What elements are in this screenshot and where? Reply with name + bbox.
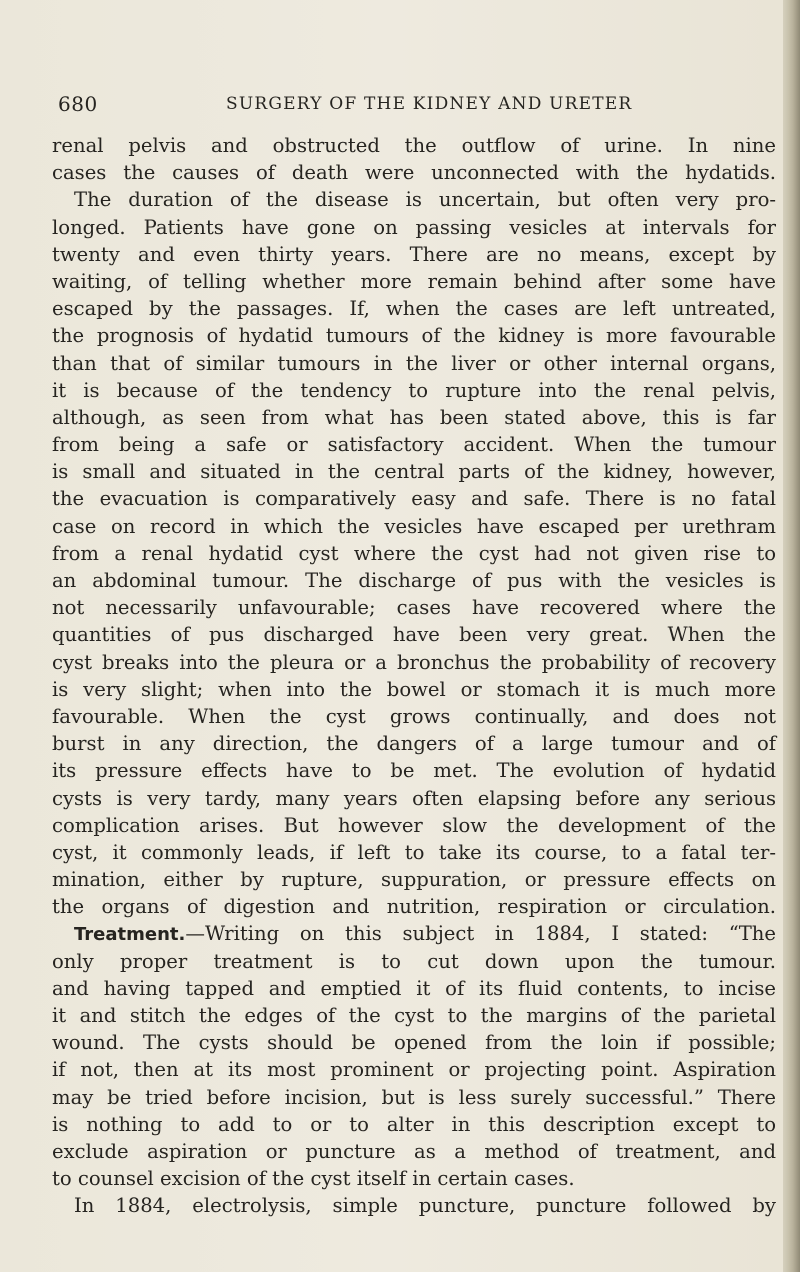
text-line: is nothing to add to or to alter in this description except to xyxy=(52,1112,776,1136)
text-line: and having tapped and emptied it of its fluid contents, to incise xyxy=(52,976,776,1000)
text-line: escaped by the passages. If, when the cases are left untreated, xyxy=(52,297,776,321)
text-line: renal pelvis and obstructed the outflow of urine. In nine xyxy=(52,134,776,157)
text-line: cyst, it commonly leads, if left to take its course, to a fatal ter- xyxy=(52,840,776,864)
treatment-heading-line xyxy=(52,920,776,947)
text-line: to counsel excision of the cyst itself in certain cases. xyxy=(52,1167,575,1191)
text-line: case on record in which the vesicles have escaped per urethram xyxy=(52,514,776,538)
text-line: an abdominal tumour. The discharge of pus with the vesicles is xyxy=(52,569,776,592)
text-line: the evacuation is comparatively easy and safe. There is no fatal xyxy=(52,487,776,511)
text-line: it and stitch the edges of the cyst to the margins of the parietal xyxy=(52,1004,776,1027)
text-line: the prognosis of hydatid tumours of the kidney is more favourable xyxy=(52,324,776,348)
text-line: In 1884, electrolysis, simple puncture, puncture followed by xyxy=(74,1194,776,1218)
text-line: cysts is very tardy, many years often elapsing before any serious xyxy=(52,786,776,810)
text-line: mination, either by rupture, suppuration, or pressure effects on xyxy=(52,868,776,892)
text-line: burst in any direction, the dangers of a large tumour and of xyxy=(52,732,776,756)
text-line: although, as seen from what has been stated above, this is far xyxy=(52,405,776,429)
text-span: —Writing on this subject in 1884, I stated: “The xyxy=(185,922,776,946)
text-line: not necessarily unfavourable; cases have recovered where the xyxy=(52,596,776,620)
text-line: its pressure effects have to be met. The evolution of hydatid xyxy=(52,759,776,783)
text-line: The duration of the disease is uncertain, but often very pro- xyxy=(74,188,776,212)
text-line: if not, then at its most prominent or projecting point. Aspiration xyxy=(52,1058,776,1082)
text-line: than that of similar tumours in the liver or other internal organs, xyxy=(52,351,776,375)
text-line: complication arises. But however slow the development of the xyxy=(52,813,776,837)
section-heading: Treatment. xyxy=(74,924,186,946)
text-line: waiting, of telling whether more remain behind after some have xyxy=(52,269,776,293)
text-line: may be tried before incision, but is less surely successful.” There xyxy=(52,1085,776,1109)
running-header xyxy=(58,92,778,122)
page-number: 680 xyxy=(58,92,98,116)
text-line: from being a safe or satisfactory accident. When the tumour xyxy=(52,433,776,457)
text-line: wound. The cysts should be opened from the loin if possible; xyxy=(52,1031,776,1055)
text-line: cyst breaks into the pleura or a bronchus the probability of recovery xyxy=(52,650,776,674)
text-line: from a renal hydatid cyst where the cyst had not given rise to xyxy=(52,541,776,565)
text-line: quantities of pus discharged have been very great. When the xyxy=(52,623,776,647)
text-line: twenty and even thirty years. There are no means, except by xyxy=(52,242,776,266)
text-line: exclude aspiration or puncture as a method of treatment, and xyxy=(52,1139,776,1163)
text-line: longed. Patients have gone on passing vesicles at intervals for xyxy=(52,215,776,239)
text-line: favourable. When the cyst grows continually, and does not xyxy=(52,704,776,728)
text-line: it is because of the tendency to rupture into the renal pelvis, xyxy=(52,378,776,402)
text-line: is small and situated in the central parts of the kidney, however, xyxy=(52,460,776,484)
page-edge-shadow xyxy=(783,0,800,1272)
running-title: SURGERY OF THE KIDNEY AND URETER xyxy=(226,94,633,114)
body-text xyxy=(52,132,776,1220)
text-line: cases the causes of death were unconnected with the hydatids. xyxy=(52,161,776,185)
text-line: only proper treatment is to cut down upon the tumour. xyxy=(52,949,776,973)
text-line: is very slight; when into the bowel or stomach it is much more xyxy=(52,677,776,701)
text-line: the organs of digestion and nutrition, respiration or circulation. xyxy=(52,895,776,919)
